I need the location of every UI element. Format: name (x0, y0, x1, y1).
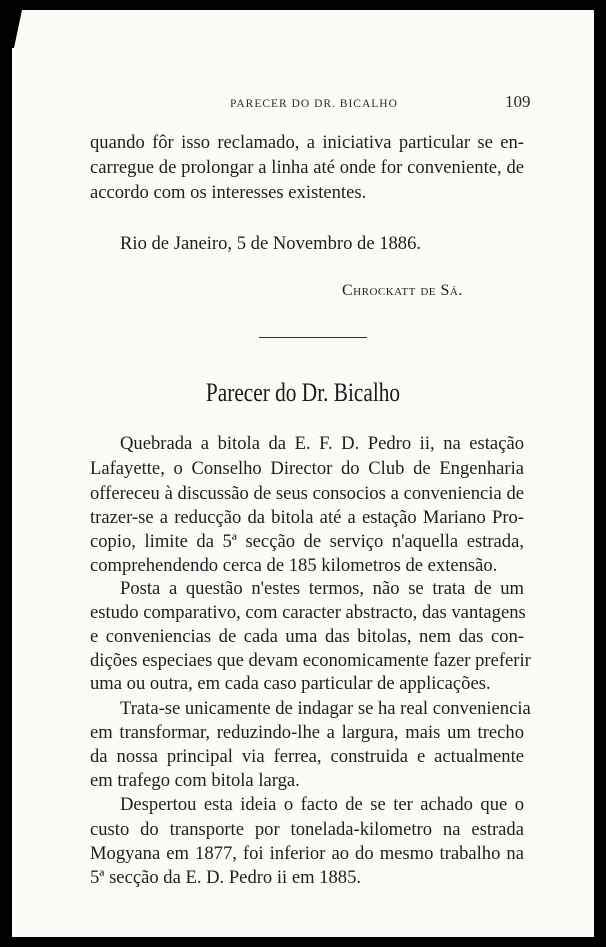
running-head: PARECER DO DR. BICALHO (230, 98, 398, 110)
text-line: Despertou esta ideia o facto de se ter achado que o (120, 794, 524, 815)
text-line: dições especiaes que devam economicamente fazer preferir (90, 650, 531, 671)
text-line: Posta a questão n'estes termos, não se trata de um (120, 578, 524, 599)
signature: Chrockatt de Sá. (342, 282, 463, 299)
book-page (12, 10, 594, 937)
text-line: carregue de prolongar a linha até onde for conveniente, de (90, 157, 524, 178)
text-line: Lafayette, o Conselho Director do Club de Engenharia (90, 458, 524, 479)
text-line: e conveniencias de cada uma das bitolas, nem das con- (90, 626, 524, 647)
text-line: em trafego com bitola larga. (90, 770, 300, 791)
text-line: Trata-se unicamente de indagar se ha real conveniencia (120, 698, 531, 719)
page-number: 109 (505, 92, 531, 111)
text-line: uma ou outra, em cada caso particular de applicações. (90, 673, 491, 694)
text-line: trazer-se a reducção da bitola até a estação Mariano Pro- (90, 507, 524, 528)
text-line: custo do transporte por tonelada-kilometro na estrada (90, 819, 524, 840)
text-line: accordo com os interesses existentes. (90, 182, 367, 203)
section-divider (259, 337, 367, 338)
text-line: em transformar, reduzindo-lhe a largura, mais um trecho (90, 722, 524, 743)
text-line: offereceu à discussão de seus consocios a conveniencia de (90, 483, 524, 504)
text-line: da nossa principal via ferrea, construida e actualmente (90, 746, 524, 767)
text-line: 5ª secção da E. D. Pedro ii em 1885. (90, 867, 362, 888)
section-title: Parecer do Dr. Bicalho (205, 378, 401, 407)
text-line: estudo comparativo, com caracter abstracto, das vantagens (90, 602, 526, 623)
text-line: Quebrada a bitola da E. F. D. Pedro ii, na estação (120, 433, 524, 454)
scan-corner-mark (12, 10, 26, 50)
text-line: copio, limite da 5ª secção de serviço n'aquella estrada, (90, 531, 524, 552)
dateline: Rio de Janeiro, 5 de Novembro de 1886. (120, 233, 422, 254)
text-line: Mogyana em 1877, foi inferior ao do mesmo trabalho na (90, 843, 524, 864)
text-line: comprehendendo cerca de 185 kilometros de extensão. (90, 555, 498, 576)
text-line: quando fôr isso reclamado, a iniciativa particular se en- (90, 132, 524, 153)
